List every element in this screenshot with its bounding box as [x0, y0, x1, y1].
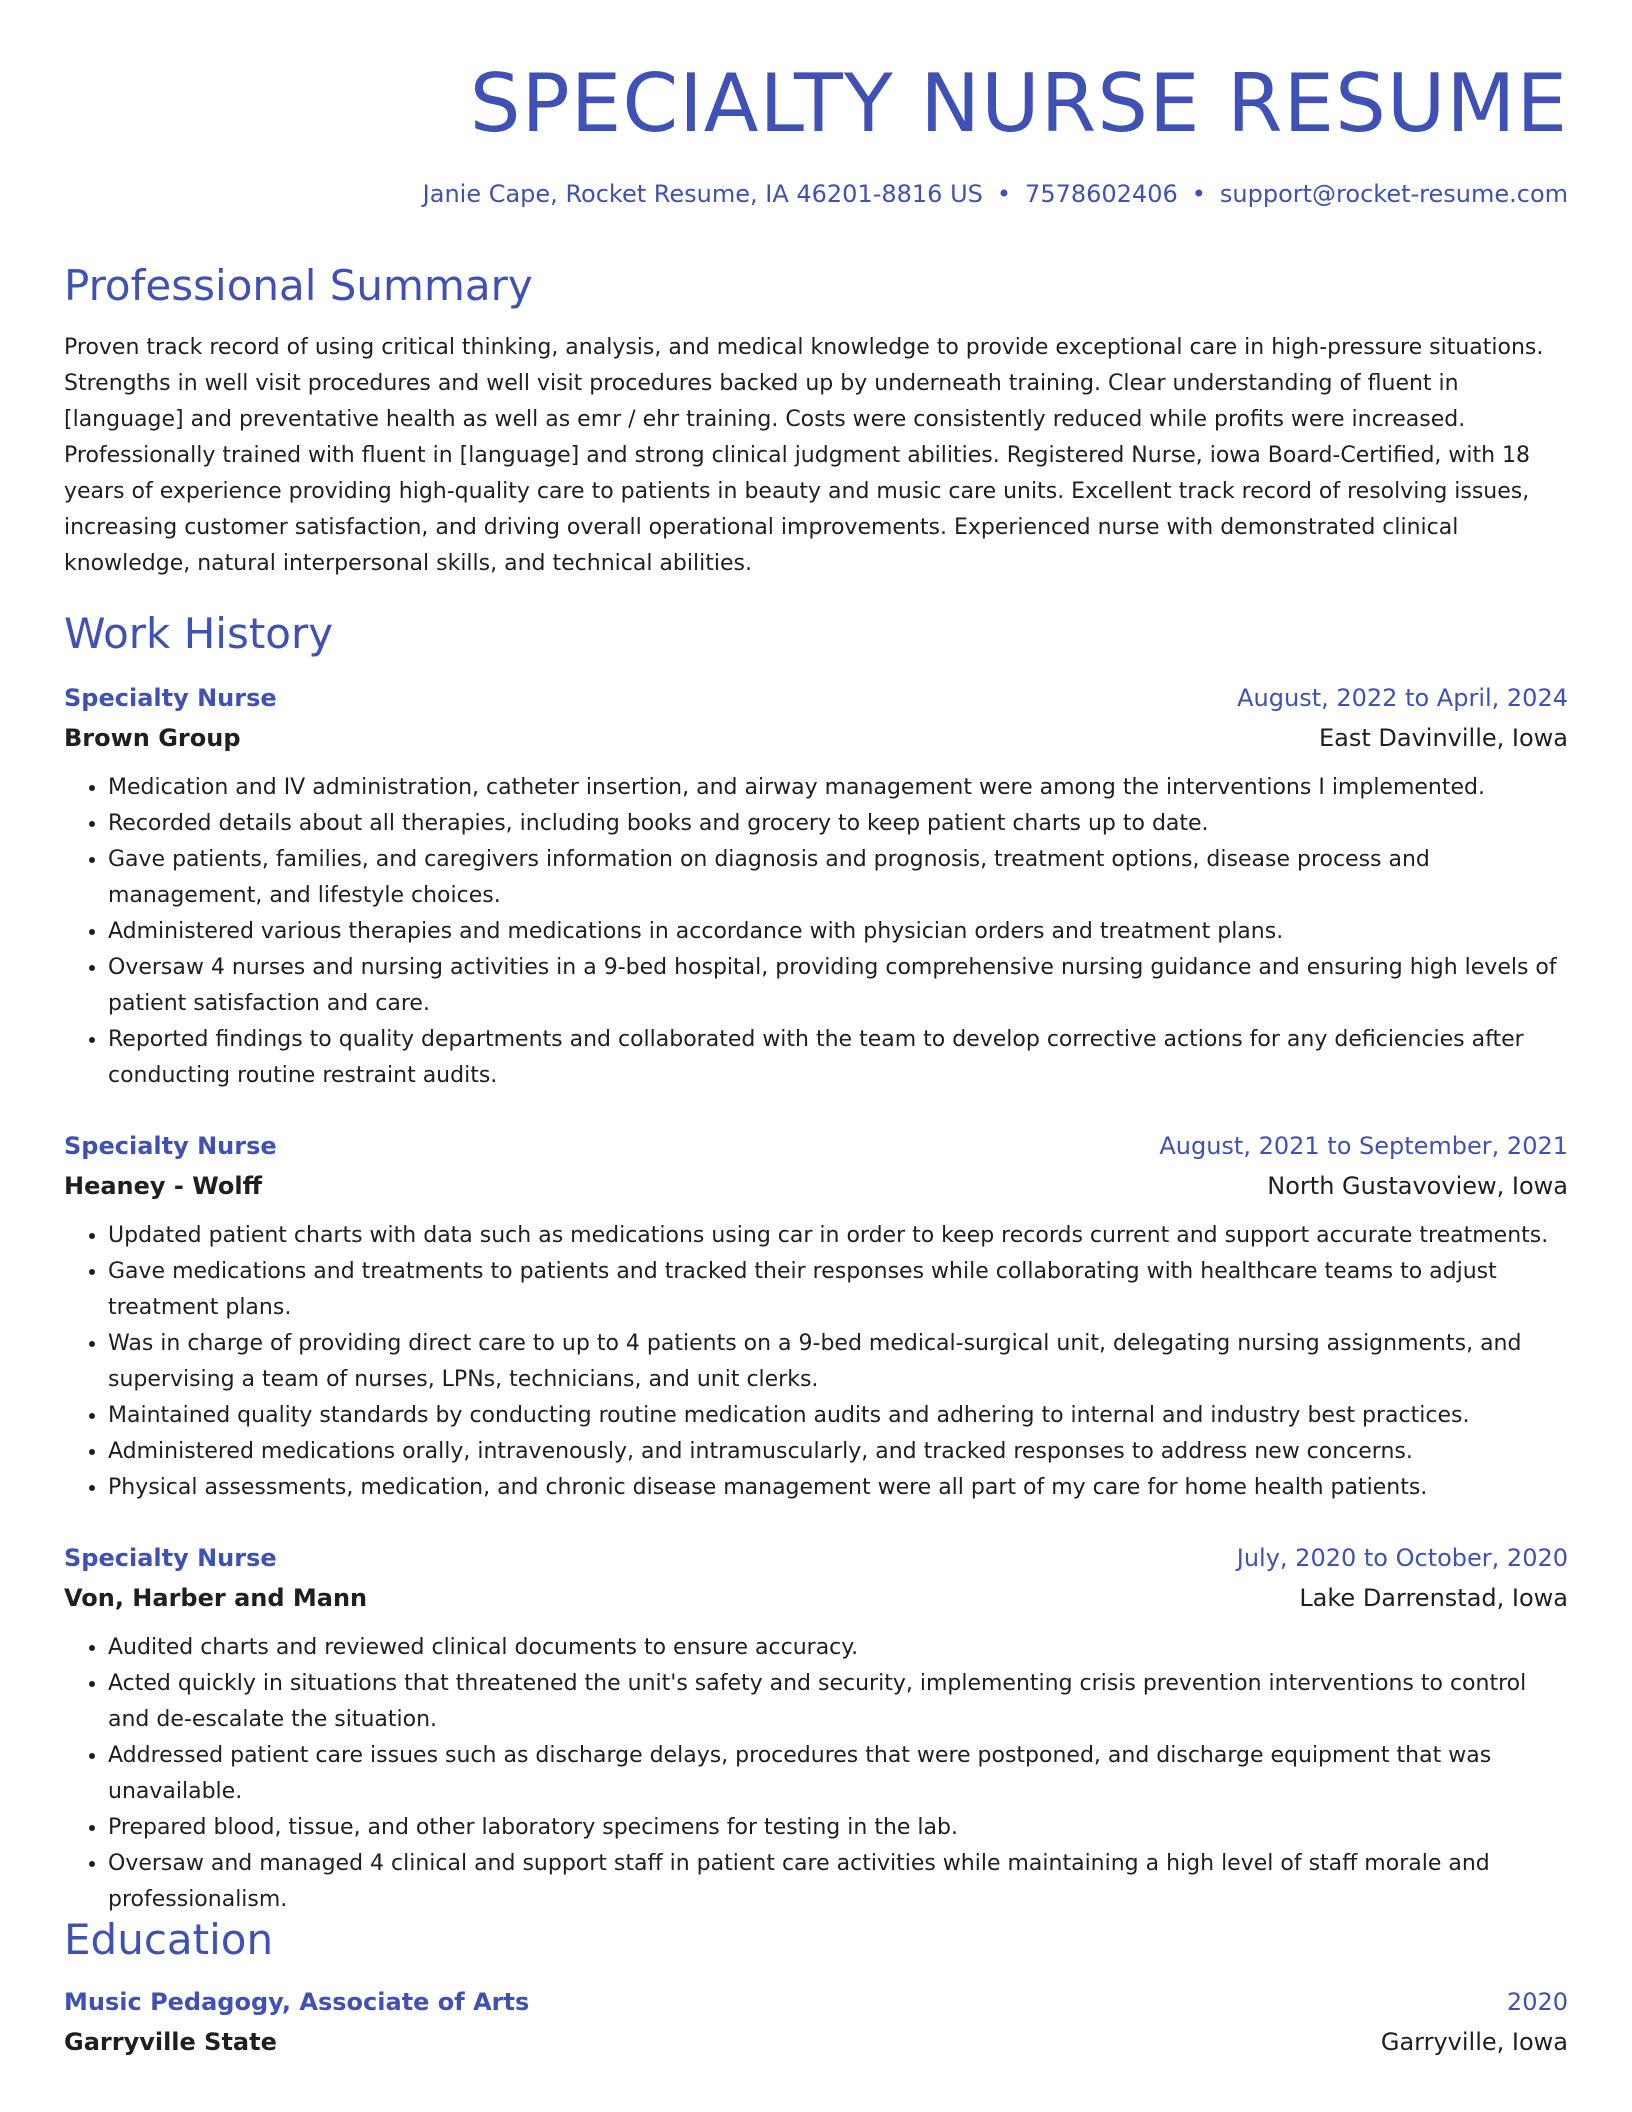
job-org-row [64, 720, 1568, 756]
job-bullet: • Oversaw and managed 4 clinical and support staff in patient care activities while maintaining a high level of staff morale and professionalism. [108, 1846, 1568, 1918]
contact-line [423, 178, 1568, 210]
education-entry [64, 1984, 1568, 2060]
contact-address: Janie Cape, Rocket Resume, IA 46201-8816 US [422, 180, 983, 208]
education-degree-row [64, 1984, 1568, 2020]
job-bullet: • Audited charts and reviewed clinical documents to ensure accuracy. [108, 1630, 1568, 1666]
summary-heading: Professional Summary [64, 261, 533, 310]
contact-separator: • [996, 180, 1012, 208]
summary-text: Proven track record of using critical thinking, analysis, and medical knowledge to provide exceptional care in high-pressure situations. Strengths in well visit procedures and well visit procedures backed up by underneath training. Clear understanding of fluent in [language] and preventative health as well as emr / ehr training. Costs were consistently reduced while profits were increased. Professionally trained with fluent in [language] and strong clinical judgment abilities. Registered Nurse, iowa Board-Certified, with 18 years of experience providing high-quality care to patients in beauty and music care units. Excellent track record of resolving issues, increasing customer satisfaction, and driving overall operational improvements. Experienced nurse with demonstrated clinical knowledge, natural interpersonal skills, and technical abilities. [64, 335, 1544, 576]
job-bullet: • Addressed patient care issues such as discharge delays, procedures that were postponed, and discharge equipment that was unavailable. [108, 1738, 1568, 1810]
job-bullet: • Administered medications orally, intravenously, and intramuscularly, and tracked responses to address new concerns. [108, 1434, 1568, 1470]
education-location: Garryville, Iowa [1380, 2028, 1568, 2056]
education-heading: Education [64, 1915, 274, 1964]
job-bullet: • Gave patients, families, and caregivers information on diagnosis and prognosis, treatment options, disease process and management, and lifestyle choices. [108, 842, 1568, 914]
education-school: Garryville State [64, 2028, 277, 2056]
job-bullets [64, 1630, 1568, 1918]
job-bullet: • Maintained quality standards by conducting routine medication audits and adhering to internal and industry best practices. [108, 1398, 1568, 1434]
job-entry [64, 680, 1568, 1094]
work-history-heading: Work History [64, 609, 334, 658]
job-bullet: • Medication and IV administration, catheter insertion, and airway management were among the interventions I implemented. [108, 770, 1568, 806]
job-bullets [64, 770, 1568, 1094]
job-location: North Gustavoview, Iowa [1267, 1172, 1568, 1200]
job-entry [64, 1128, 1568, 1506]
job-bullet: • Updated patient charts with data such as medications using car in order to keep records current and support accurate treatments. [108, 1218, 1568, 1254]
education-school-row [64, 2024, 1568, 2060]
job-company: Heaney - Wolff [64, 1172, 263, 1200]
job-bullet: • Administered various therapies and medications in accordance with physician orders and treatment plans. [108, 914, 1568, 950]
job-location: East Davinville, Iowa [1318, 724, 1568, 752]
job-company: Brown Group [64, 724, 241, 752]
job-bullet: • Oversaw 4 nurses and nursing activities in a 9-bed hospital, providing comprehensive nursing guidance and ensuring high levels of patient satisfaction and care. [108, 950, 1568, 1022]
job-role-row [64, 1540, 1568, 1576]
resume-title: SPECIALTY NURSE RESUME [469, 57, 1568, 150]
contact-separator: • [1191, 180, 1206, 208]
job-company: Von, Harber and Mann [64, 1584, 368, 1612]
job-dates: August, 2022 to April, 2024 [1237, 684, 1568, 712]
job-bullet: • Was in charge of providing direct care to up to 4 patients on a 9-bed medical-surgical unit, delegating nursing assignments, and supervising a team of nurses, LPNs, technicians, and unit clerks. [108, 1326, 1568, 1398]
job-bullet: • Gave medications and treatments to patients and tracked their responses while collaborating with healthcare teams to adjust treatment plans. [108, 1254, 1568, 1326]
job-dates: July, 2020 to October, 2020 [1236, 1544, 1568, 1572]
education-degree: Music Pedagogy, Associate of Arts [64, 1988, 530, 2016]
job-bullet: • Acted quickly in situations that threatened the unit's safety and security, implementing crisis prevention interventions to control and de-escalate the situation. [108, 1666, 1568, 1738]
job-role: Specialty Nurse [64, 1132, 277, 1160]
job-role: Specialty Nurse [64, 684, 277, 712]
job-bullet: • Reported findings to quality departments and collaborated with the team to develop corrective actions for any deficiencies after conducting routine restraint audits. [108, 1022, 1568, 1094]
job-bullet: • Physical assessments, medication, and chronic disease management were all part of my care for home health patients. [108, 1470, 1568, 1506]
job-bullet: • Recorded details about all therapies, including books and grocery to keep patient charts up to date. [108, 806, 1568, 842]
job-role: Specialty Nurse [64, 1544, 277, 1572]
job-entry [64, 1540, 1568, 1918]
contact-email: support@rocket-resume.com [1219, 180, 1568, 208]
contact-phone: 7578602406 [1025, 180, 1178, 208]
job-bullets [64, 1218, 1568, 1506]
education-year: 2020 [1506, 1988, 1568, 2016]
job-dates: August, 2021 to September, 2021 [1159, 1132, 1568, 1160]
job-role-row [64, 680, 1568, 716]
job-bullet: • Prepared blood, tissue, and other laboratory specimens for testing in the lab. [108, 1810, 1568, 1846]
job-org-row [64, 1580, 1568, 1616]
job-role-row [64, 1128, 1568, 1164]
job-location: Lake Darrenstad, Iowa [1299, 1584, 1568, 1612]
job-org-row [64, 1168, 1568, 1204]
